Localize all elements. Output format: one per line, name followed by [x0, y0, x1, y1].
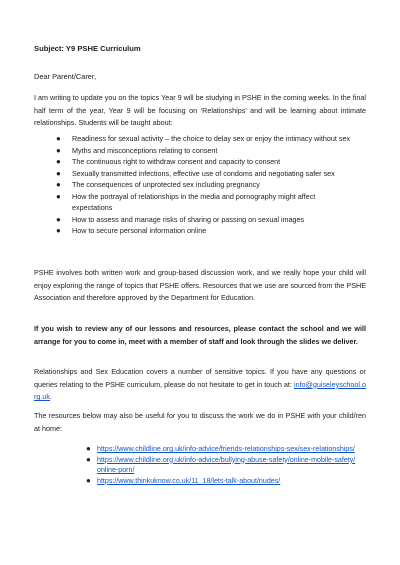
topic-text: Readiness for sexual activity – the choice to delay sex or enjoy the intimacy without sex: [72, 134, 351, 143]
topic-text: The continuous right to withdraw consent and capacity to consent: [72, 157, 281, 166]
bullet-dot-icon: ●: [86, 475, 91, 485]
resources-paragraph: The resources below may also be useful for you to discuss the work we do in PSHE with your child/ren at home:: [34, 411, 366, 433]
bullet-dot-icon: ●: [86, 444, 91, 453]
list-item: [56, 156, 356, 168]
resource-link[interactable]: https://www.thinkuknow.co.uk/11_18/lets-talk-about/nudes/: [97, 476, 281, 485]
topic-text: Sexually transmitted infections, effective use of condoms and negotiating safer sex: [72, 168, 335, 178]
bullet-dot-icon: ●: [86, 454, 91, 464]
topic-text: How the portrayal of relationships in the media and pornography might affect expectations: [72, 191, 316, 212]
bullet-dot-icon: ●: [56, 180, 61, 189]
list-item: [56, 214, 356, 226]
intro-paragraph: I am writing to update you on the topics Year 9 will be studying in PSHE in the coming weeks. In the final half term of the year, Year 9 will be focusing on ‘Relationships’ and will be learning about intimate relationships. Students will be taught about:: [34, 93, 366, 128]
list-item: [86, 455, 356, 476]
bullet-dot-icon: ●: [56, 134, 61, 143]
topic-text: Myths and misconceptions relating to consent: [72, 145, 218, 155]
bullet-dot-icon: ●: [56, 168, 61, 178]
greeting: Dear Parent/Carer,: [34, 72, 97, 81]
list-item: [56, 133, 356, 145]
topic-text: How to secure personal information online: [72, 226, 207, 235]
contact-paragraph: [34, 366, 366, 404]
bullet-dot-icon: ●: [56, 214, 61, 224]
contact-text: Relationships and Sex Education covers a number of sensitive topics. If you have any questions or queries relating to the PSHE curriculum, please do not hesitate to get in touch at:: [34, 367, 366, 389]
contact-email-link[interactable]: info@guiseleyschool.org.uk: [34, 379, 366, 402]
resource-link[interactable]: https://www.childline.org.uk/info-advice/bullying-abuse-safety/online-mobile-safety/online-porn/: [97, 455, 356, 475]
subject-line: Subject: Y9 PSHE Curriculum: [34, 44, 141, 53]
review-resources-paragraph: If you wish to review any of our lessons and resources, please contact the school and we will arrange for you to come in, meet with a member of staff and look through the slides we deliver.: [34, 324, 366, 346]
resource-link[interactable]: https://www.childline.org.uk/info-advice/friends-relationships-sex/sex-relationships/: [97, 445, 355, 453]
topics-list: [56, 133, 356, 237]
list-item: [56, 179, 356, 191]
bullet-dot-icon: ●: [56, 191, 61, 201]
resource-links-list: [86, 444, 356, 486]
list-item: [56, 191, 356, 214]
bullet-dot-icon: ●: [56, 157, 61, 166]
list-item: [56, 145, 356, 157]
pshe-paragraph: PSHE involves both written work and group-based discussion work, and we really hope your child will enjoy exploring the range of topics that PSHE offers. Resources that we use are sourced from the PSHE Association and therefore approved by the Department for Education.: [34, 268, 366, 303]
list-item: [86, 476, 356, 487]
bullet-dot-icon: ●: [56, 226, 61, 235]
list-item: [56, 168, 356, 180]
topic-text: How to assess and manage risks of sharing or passing on sexual images: [72, 214, 305, 224]
list-item: [86, 444, 356, 455]
list-item: [56, 225, 356, 237]
bullet-dot-icon: ●: [56, 145, 61, 155]
contact-end: .: [49, 392, 52, 402]
topic-text: The consequences of unprotected sex including pregnancy: [72, 180, 260, 189]
